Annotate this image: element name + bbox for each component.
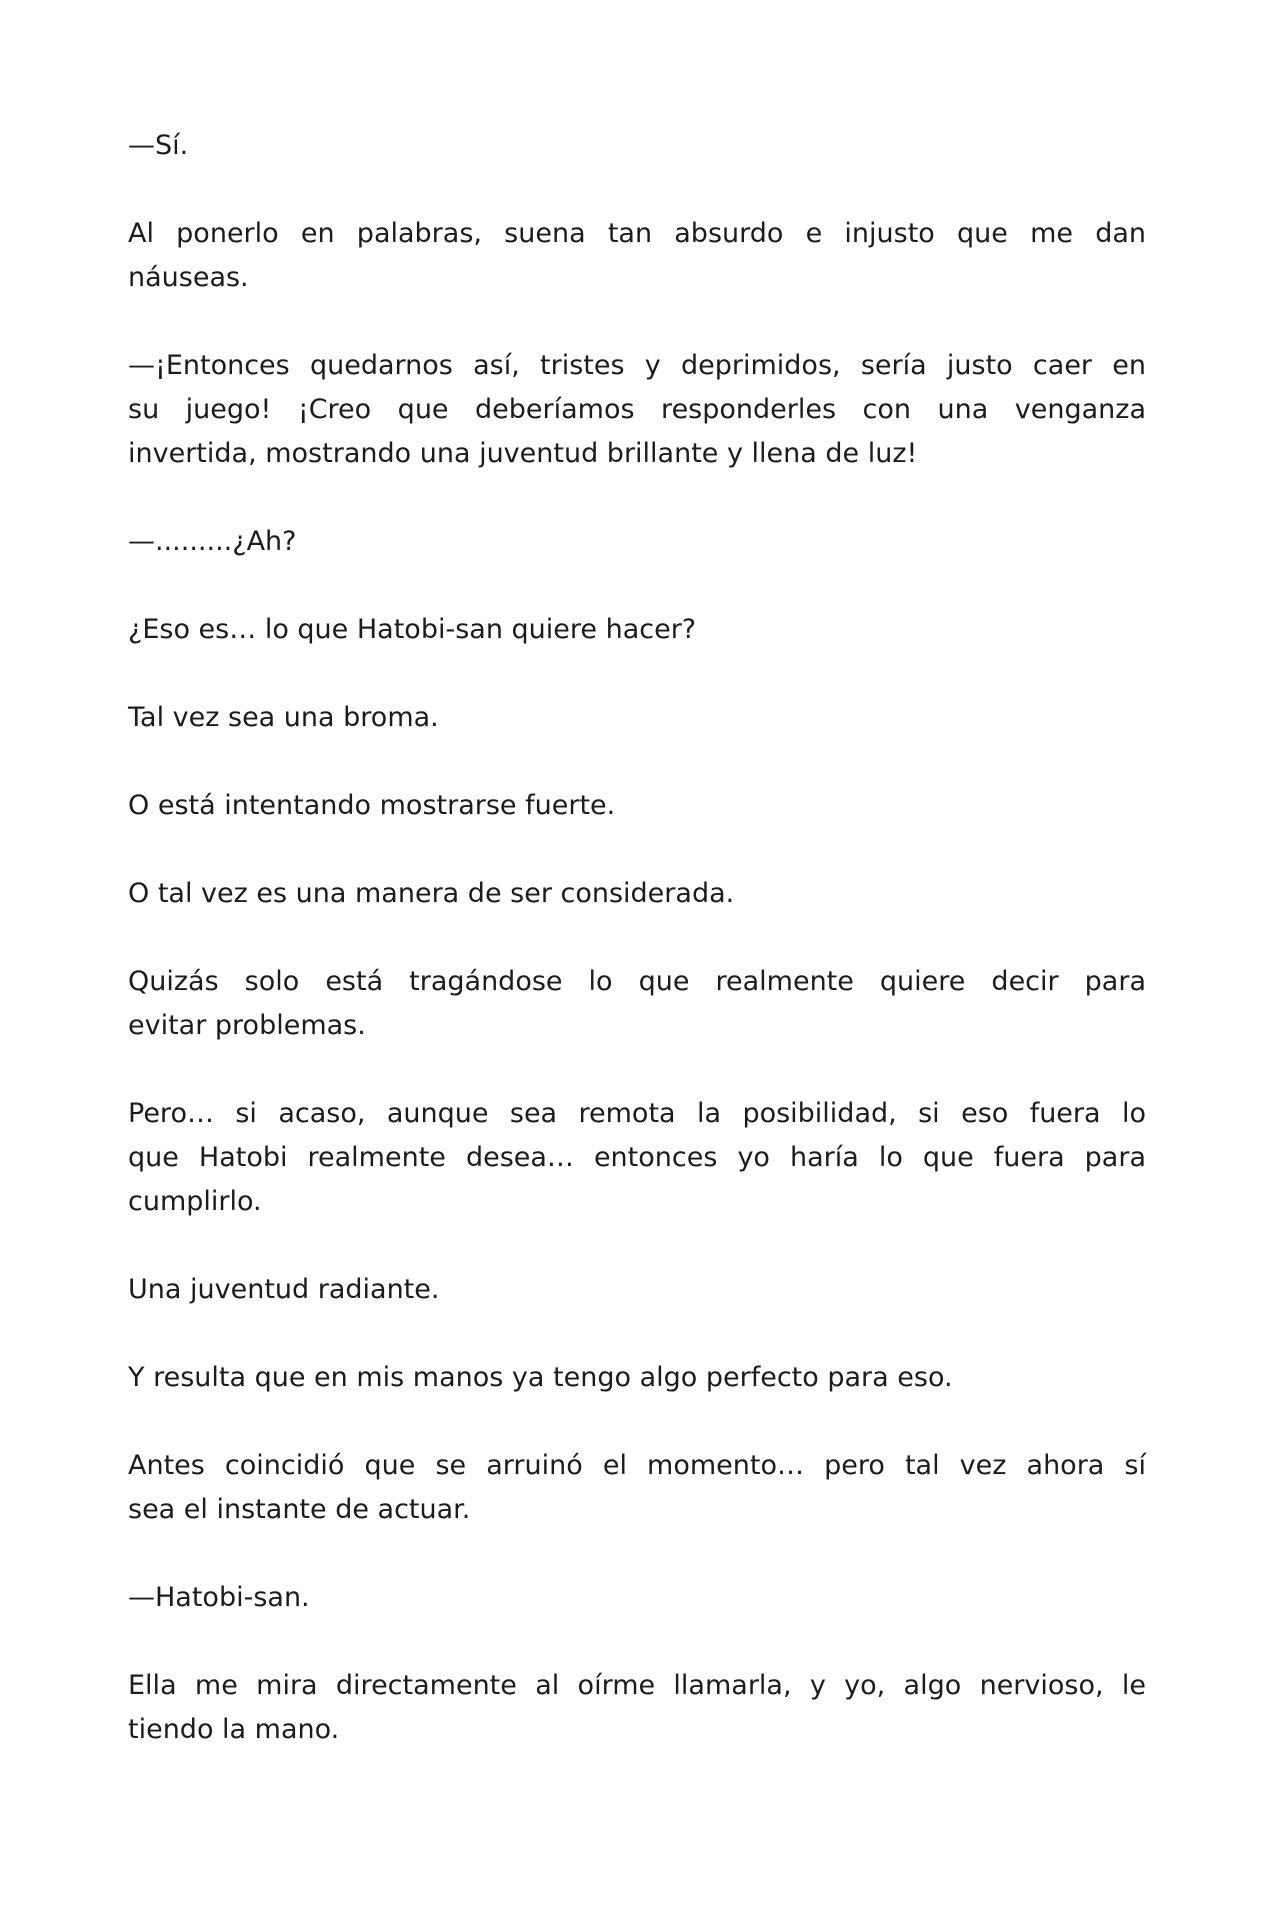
text-line: Y resulta que en mis manos ya tengo algo perfecto para eso. — [128, 1362, 953, 1393]
paragraph — [128, 344, 1146, 476]
paragraph — [128, 1356, 1146, 1400]
paragraph — [128, 960, 1146, 1048]
text-line: Quizás solo está tragándose lo que realmente quiere decir para — [128, 966, 1146, 997]
text-line: Antes coincidió que se arruinó el momento… pero tal vez ahora sí — [128, 1450, 1146, 1481]
text-line: evitar problemas. — [128, 1010, 366, 1041]
text-line: Al ponerlo en palabras, suena tan absurdo e injusto que me dan — [128, 218, 1146, 249]
paragraph — [128, 608, 1146, 652]
text-line: Tal vez sea una broma. — [128, 702, 439, 733]
text-line: su juego! ¡Creo que deberíamos responderles con una venganza — [128, 394, 1146, 425]
text-line: Una juventud radiante. — [128, 1274, 440, 1305]
text-line: —Sí. — [128, 130, 189, 161]
paragraph — [128, 872, 1146, 916]
text-line: cumplirlo. — [128, 1186, 262, 1217]
paragraph — [128, 212, 1146, 300]
paragraph — [128, 1092, 1146, 1224]
paragraph — [128, 1576, 1146, 1620]
paragraph — [128, 1268, 1146, 1312]
text-line: que Hatobi realmente desea… entonces yo haría lo que fuera para — [128, 1142, 1146, 1173]
text-line: O tal vez es una manera de ser considerada. — [128, 878, 735, 909]
paragraph — [128, 124, 1146, 168]
paragraph — [128, 1664, 1146, 1752]
text-line: Pero… si acaso, aunque sea remota la posibilidad, si eso fuera lo — [128, 1098, 1146, 1129]
text-line: ¿Eso es… lo que Hatobi-san quiere hacer? — [128, 614, 697, 645]
text-line: náuseas. — [128, 262, 249, 293]
text-line: sea el instante de actuar. — [128, 1494, 471, 1525]
text-line: tiendo la mano. — [128, 1714, 340, 1745]
text-line: —¡Entonces quedarnos así, tristes y deprimidos, sería justo caer en — [128, 350, 1146, 381]
text-line: —.........¿Ah? — [128, 526, 297, 557]
text-line: invertida, mostrando una juventud brillante y llena de luz! — [128, 438, 918, 469]
paragraph — [128, 1444, 1146, 1532]
paragraph — [128, 696, 1146, 740]
paragraph — [128, 784, 1146, 828]
text-line: —Hatobi-san. — [128, 1582, 310, 1613]
text-line: Ella me mira directamente al oírme llamarla, y yo, algo nervioso, le — [128, 1670, 1146, 1701]
text-line: O está intentando mostrarse fuerte. — [128, 790, 616, 821]
paragraph — [128, 520, 1146, 564]
